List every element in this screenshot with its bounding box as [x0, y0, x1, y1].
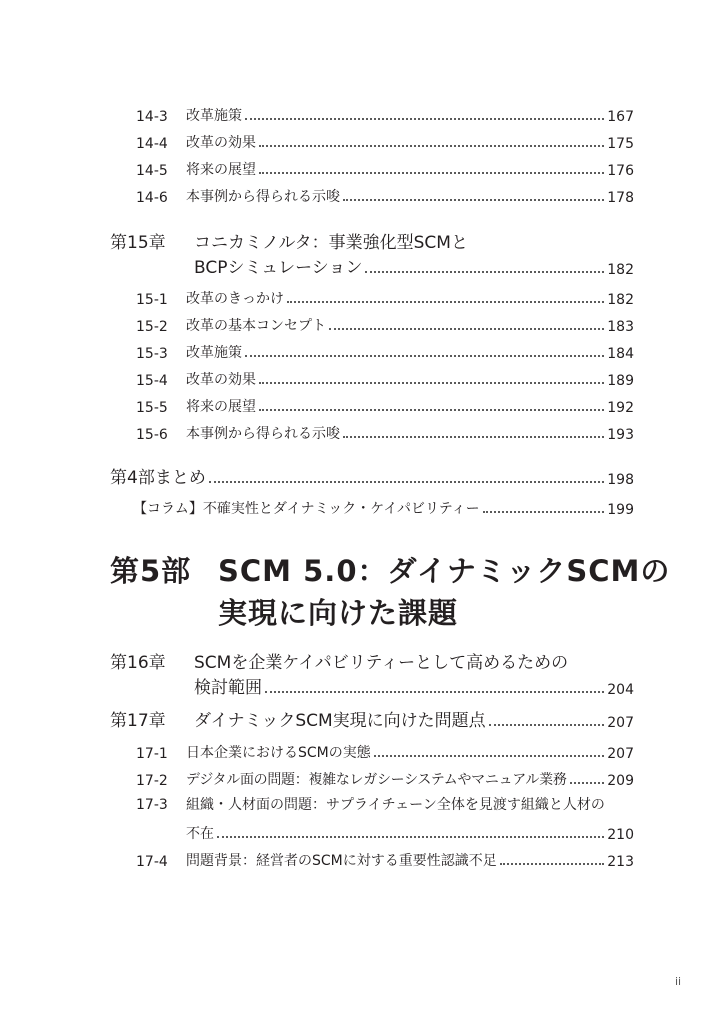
part-number: 第5部 [110, 554, 192, 588]
dot-leader [209, 481, 604, 483]
dot-leader [259, 145, 604, 147]
toc-entry-part4-summary[interactable] [110, 462, 634, 488]
section-number: 15-4 [136, 373, 168, 389]
chapter-16-heading[interactable] [110, 648, 568, 673]
chapter-title-line1: SCMを企業ケイパビリティーとして高めるための [194, 653, 569, 673]
toc-entry-14-4[interactable] [136, 130, 634, 152]
chapter-16-heading-line2[interactable] [194, 672, 634, 698]
toc-entry-column[interactable] [133, 496, 634, 518]
section-number: 17-2 [136, 773, 168, 789]
chapter-title-line1: コニカミノルタ：事業強化型SCMと [194, 233, 468, 253]
section-number: 15-2 [136, 319, 168, 335]
dot-leader [259, 409, 604, 411]
page-number: 189 [607, 373, 634, 389]
toc-entry-15-1[interactable] [136, 286, 634, 308]
dot-leader [259, 172, 604, 174]
section-title: 将来の展望 [186, 399, 256, 415]
section-title: 改革施策 [186, 345, 242, 361]
page-number: 199 [607, 502, 634, 518]
page-number: 183 [607, 319, 634, 335]
page-number: 198 [607, 472, 634, 488]
part-title-line1: SCM 5.0：ダイナミックSCMの [218, 554, 671, 588]
chapter-15-heading-line2[interactable] [194, 252, 634, 278]
column-title: 【コラム】不確実性とダイナミック・ケイパビリティー [133, 501, 480, 517]
toc-entry-17-4[interactable] [136, 848, 634, 870]
dot-leader [265, 691, 604, 693]
toc-entry-14-5[interactable] [136, 157, 634, 179]
chapter-number: 第16章 [110, 653, 166, 673]
page-folio: ii [675, 975, 682, 988]
section-number: 15-3 [136, 346, 168, 362]
page-number: 178 [607, 190, 634, 206]
section-title: 本事例から得られる示唆 [186, 189, 340, 205]
section-number: 14-3 [136, 109, 168, 125]
toc-entry-17-1[interactable] [136, 740, 634, 762]
chapter-15-heading[interactable] [110, 228, 468, 253]
section-title: 問題背景：経営者のSCMに対する重要性認識不足 [186, 853, 497, 869]
dot-leader [245, 355, 604, 357]
dot-leader [570, 782, 605, 784]
dot-leader [374, 755, 605, 757]
section-number: 14-4 [136, 136, 168, 152]
section-title: 改革の効果 [186, 372, 256, 388]
page-number: 184 [607, 346, 634, 362]
page-number: 175 [607, 136, 634, 152]
toc-entry-15-2[interactable] [136, 313, 634, 335]
part-5-heading-line2 [218, 591, 458, 632]
dot-leader [483, 511, 605, 513]
dot-leader [245, 118, 604, 120]
toc-entry-15-3[interactable] [136, 340, 634, 362]
page-number: 207 [607, 715, 634, 731]
chapter-title: ダイナミックSCM実現に向けた問題点 [194, 711, 486, 731]
toc-entry-17-2[interactable] [136, 767, 634, 789]
section-title: 日本企業におけるSCMの実態 [186, 745, 371, 761]
chapter-title-line2: BCPシミュレーション [194, 258, 363, 278]
toc-entry-17-3-continued[interactable] [186, 821, 634, 843]
section-title: 改革の基本コンセプト [186, 318, 326, 334]
page-number: 176 [607, 163, 634, 179]
section-number: 17-1 [136, 746, 168, 762]
chapter-17-heading[interactable] [110, 705, 634, 731]
toc-entry-14-3[interactable] [136, 103, 634, 125]
dot-leader [343, 436, 604, 438]
part-title-line2: 実現に向けた課題 [218, 596, 459, 630]
dot-leader [287, 301, 604, 303]
page-number: 207 [607, 746, 634, 762]
toc-entry-15-4[interactable] [136, 367, 634, 389]
part-5-heading[interactable] [110, 549, 670, 590]
dot-leader [259, 382, 604, 384]
dot-leader [489, 724, 605, 726]
page-number: 167 [607, 109, 634, 125]
chapter-number: 第17章 [110, 711, 166, 731]
section-number: 15-6 [136, 427, 168, 443]
dot-leader [500, 863, 605, 865]
page-number: 204 [607, 682, 634, 698]
page-number: 213 [607, 854, 634, 870]
dot-leader [343, 199, 604, 201]
section-title: 改革の効果 [186, 135, 256, 151]
section-number: 17-3 [136, 797, 168, 813]
section-title: 将来の展望 [186, 162, 256, 178]
page-number: 182 [607, 292, 634, 308]
summary-title: 第4部まとめ [110, 468, 206, 488]
section-number: 14-6 [136, 190, 168, 206]
toc-entry-15-5[interactable] [136, 394, 634, 416]
section-title: デジタル面の問題：複雑なレガシーシステムやマニュアル業務 [186, 772, 567, 788]
section-title: 改革施策 [186, 108, 242, 124]
section-number: 15-5 [136, 400, 168, 416]
page-number: 210 [607, 827, 634, 843]
section-number: 14-5 [136, 163, 168, 179]
chapter-number: 第15章 [110, 233, 166, 253]
toc-entry-15-6[interactable] [136, 421, 634, 443]
dot-leader [365, 271, 604, 273]
chapter-title-line2: 検討範囲 [194, 678, 262, 698]
dot-leader [329, 328, 604, 330]
section-number: 15-1 [136, 292, 168, 308]
section-title: 本事例から得られる示唆 [186, 426, 340, 442]
page-number: 209 [607, 773, 634, 789]
page-number: 182 [607, 262, 634, 278]
section-title: 組織・人材面の問題：サプライチェーン全体を見渡す組織と人材の [186, 797, 605, 813]
section-title-continued: 不在 [186, 826, 214, 842]
toc-entry-17-3[interactable] [136, 794, 605, 816]
section-number: 17-4 [136, 854, 168, 870]
dot-leader [217, 836, 604, 838]
toc-entry-14-6[interactable] [136, 184, 634, 206]
page-number: 192 [607, 400, 634, 416]
section-title: 改革のきっかけ [186, 291, 284, 307]
page-number: 193 [607, 427, 634, 443]
